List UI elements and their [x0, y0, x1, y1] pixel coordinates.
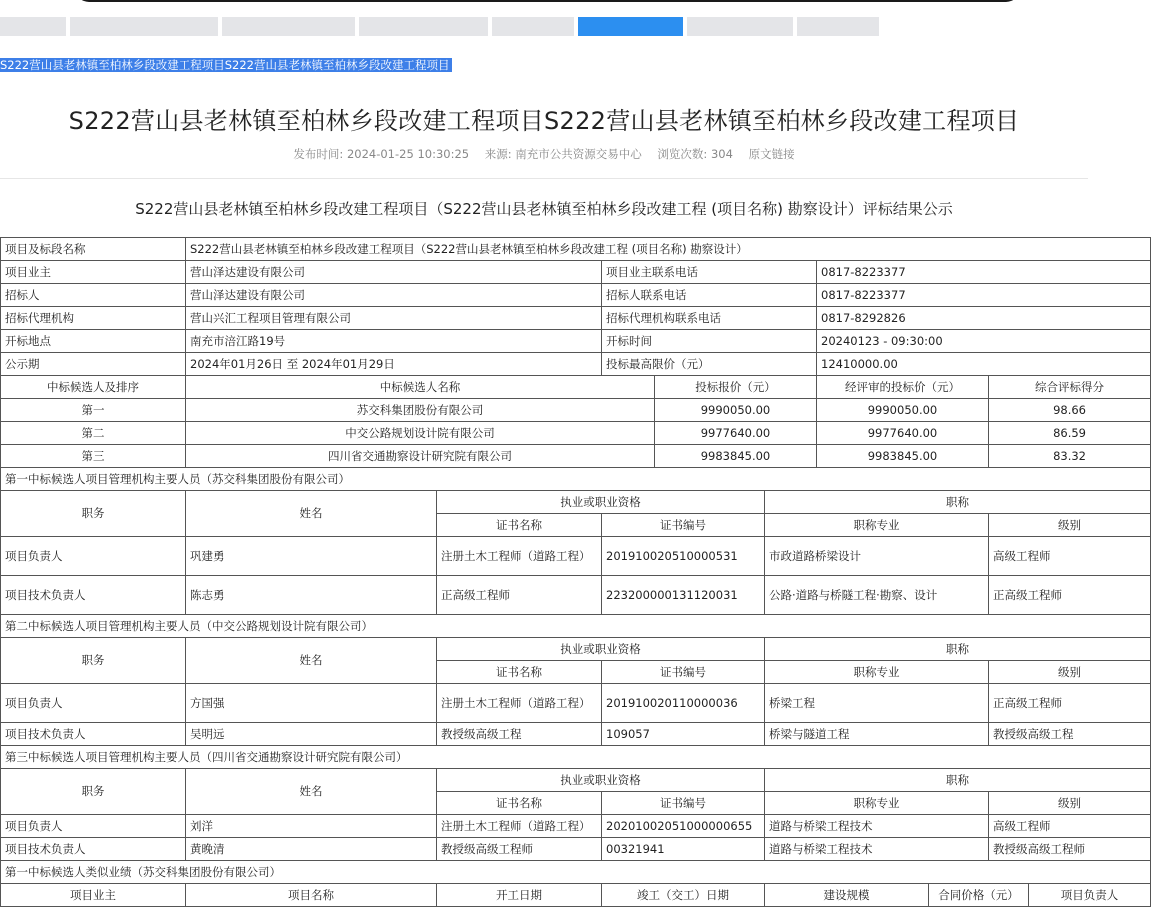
- person-name-cell: 黄晚清: [186, 838, 437, 861]
- table-header-row: [1, 376, 1151, 399]
- divider: [0, 178, 1088, 179]
- table-row: [1, 684, 1151, 723]
- original-link[interactable]: 原文链接: [748, 147, 795, 161]
- header-cell: 执业或职业资格: [437, 491, 765, 514]
- nav-tab-1[interactable]: [0, 17, 66, 36]
- nav-tab-2[interactable]: [70, 17, 218, 36]
- header-cell: 职称专业: [765, 661, 989, 684]
- value-cell: 营山泽达建设有限公司: [186, 261, 602, 284]
- header-cell: 证书名称: [437, 792, 602, 815]
- cert-no-cell: 201910020110000036: [602, 684, 765, 723]
- header-cell: 姓名: [186, 638, 437, 684]
- major-cell: 桥梁工程: [765, 684, 989, 723]
- label-cell: 公示期: [1, 353, 186, 376]
- rank-cell: 第三: [1, 445, 186, 468]
- person-name-cell: 方国强: [186, 684, 437, 723]
- level-cell: 教授级高级工程师: [989, 838, 1151, 861]
- duty-cell: 项目负责人: [1, 684, 186, 723]
- header-cell: 姓名: [186, 769, 437, 815]
- header-cell: 建设规模: [765, 884, 929, 907]
- duty-cell: 项目负责人: [1, 815, 186, 838]
- evaluated-price-cell: 9983845.00: [817, 445, 989, 468]
- cert-name-cell: 注册土木工程师（道路工程）: [437, 537, 602, 576]
- staff-header-row: [1, 769, 1151, 792]
- cert-no-cell: 223200000131120031: [602, 576, 765, 615]
- publish-time: 发布时间: 2024-01-25 10:30:25: [293, 147, 470, 161]
- cert-no-cell: 201910020510000531: [602, 537, 765, 576]
- source: 来源: 南充市公共资源交易中心: [484, 147, 642, 161]
- section-caption: 第一中标候选人类似业绩（苏交科集团股份有限公司）: [1, 861, 1151, 884]
- label-cell: 项目及标段名称: [1, 238, 186, 261]
- table-row: [1, 284, 1151, 307]
- notice-title: S222营山县老林镇至柏林乡段改建工程项目（S222营山县老林镇至柏林乡段改建工程 (项目名称) 勘察设计）评标结果公示: [135, 200, 953, 218]
- header-cell: 级别: [989, 661, 1151, 684]
- header-cell: 证书名称: [437, 661, 602, 684]
- section-caption: 第一中标候选人项目管理机构主要人员（苏交科集团股份有限公司）: [1, 468, 1151, 491]
- company-cell: 苏交科集团股份有限公司: [186, 399, 655, 422]
- value-cell: 营山兴汇工程项目管理有限公司: [186, 307, 602, 330]
- selected-title-text: S222营山县老林镇至柏林乡段改建工程项目S222营山县老林镇至柏林乡段改建工程项目: [0, 58, 450, 72]
- table-row: [1, 576, 1151, 615]
- duty-cell: 项目技术负责人: [1, 838, 186, 861]
- evaluated-price-cell: 9977640.00: [817, 422, 989, 445]
- header-cell: 投标报价（元）: [655, 376, 817, 399]
- person-name-cell: 陈志勇: [186, 576, 437, 615]
- cert-no-cell: 20201002051000000655: [602, 815, 765, 838]
- top-nav: [0, 0, 1088, 37]
- header-cell: 项目业主: [1, 884, 186, 907]
- staff-header-row: [1, 638, 1151, 661]
- section-caption-row: [1, 746, 1151, 769]
- major-cell: 道路与桥梁工程技术: [765, 815, 989, 838]
- result-table: [0, 237, 1151, 907]
- table-row: [1, 353, 1151, 376]
- person-name-cell: 巩建勇: [186, 537, 437, 576]
- table-row: [1, 399, 1151, 422]
- header-cell: 执业或职业资格: [437, 638, 765, 661]
- company-cell: 中交公路规划设计院有限公司: [186, 422, 655, 445]
- label-cell: 招标人: [1, 284, 186, 307]
- header-cell: 级别: [989, 514, 1151, 537]
- header-cell: 竣工（交工）日期: [602, 884, 765, 907]
- duty-cell: 项目负责人: [1, 537, 186, 576]
- page-title: S222营山县老林镇至柏林乡段改建工程项目S222营山县老林镇至柏林乡段改建工程项目: [68, 107, 1020, 135]
- header-cell: 职务: [1, 491, 186, 537]
- table-row: [1, 445, 1151, 468]
- header-cell: 证书编号: [602, 661, 765, 684]
- header-cell: 职称: [765, 638, 1151, 661]
- label-cell: 开标地点: [1, 330, 186, 353]
- label-cell: 项目业主联系电话: [602, 261, 817, 284]
- major-cell: 市政道路桥梁设计: [765, 537, 989, 576]
- section-caption-row: [1, 615, 1151, 638]
- label-cell: 招标人联系电话: [602, 284, 817, 307]
- label-cell: 开标时间: [602, 330, 817, 353]
- nav-tabs: [0, 17, 883, 37]
- nav-tab-5[interactable]: [492, 17, 574, 36]
- bid-price-cell: 9990050.00: [655, 399, 817, 422]
- label-cell: 投标最高限价（元）: [602, 353, 817, 376]
- table-row: [1, 330, 1151, 353]
- person-name-cell: 吴明远: [186, 723, 437, 746]
- cert-name-cell: 教授级高级工程师: [437, 838, 602, 861]
- level-cell: 正高级工程师: [989, 684, 1151, 723]
- header-cell: 合同价格（元）: [929, 884, 1029, 907]
- cert-name-cell: 注册土木工程师（道路工程）: [437, 684, 602, 723]
- header-cell: 中标候选人名称: [186, 376, 655, 399]
- label-cell: 招标代理机构: [1, 307, 186, 330]
- staff-header-row: [1, 491, 1151, 514]
- duty-cell: 项目技术负责人: [1, 576, 186, 615]
- table-row: [1, 422, 1151, 445]
- nav-tab-8[interactable]: [797, 17, 879, 36]
- header-cell: 中标候选人及排序: [1, 376, 186, 399]
- value-cell: 0817-8223377: [817, 284, 1151, 307]
- value-cell: 12410000.00: [817, 353, 1151, 376]
- company-cell: 四川省交通勘察设计研究院有限公司: [186, 445, 655, 468]
- header-cell: 职务: [1, 769, 186, 815]
- bid-price-cell: 9977640.00: [655, 422, 817, 445]
- value-cell: 20240123 - 09:30:00: [817, 330, 1151, 353]
- header-cell: 开工日期: [437, 884, 602, 907]
- nav-tab-7[interactable]: [687, 17, 793, 36]
- nav-tab-active[interactable]: [578, 17, 683, 36]
- cert-no-cell: 00321941: [602, 838, 765, 861]
- section-caption: 第二中标候选人项目管理机构主要人员（中交公路规划设计院有限公司）: [1, 615, 1151, 638]
- duty-cell: 项目技术负责人: [1, 723, 186, 746]
- table-row: [1, 838, 1151, 861]
- person-name-cell: 刘洋: [186, 815, 437, 838]
- section-caption-row: [1, 861, 1151, 884]
- view-count: 浏览次数: 304: [657, 147, 733, 161]
- header-cell: 综合评标得分: [989, 376, 1151, 399]
- level-cell: 高级工程师: [989, 537, 1151, 576]
- label-cell: 项目业主: [1, 261, 186, 284]
- table-row: [1, 723, 1151, 746]
- header-cell: 职称: [765, 769, 1151, 792]
- header-cell: 职称专业: [765, 792, 989, 815]
- header-cell: 职称专业: [765, 514, 989, 537]
- table-row: [1, 815, 1151, 838]
- device-overlay: [75, 0, 1020, 2]
- cert-name-cell: 正高级工程师: [437, 576, 602, 615]
- major-cell: 道路与桥梁工程技术: [765, 838, 989, 861]
- header-cell: 项目名称: [186, 884, 437, 907]
- major-cell: 公路·道路与桥隧工程·勘察、设计: [765, 576, 989, 615]
- value-cell: 0817-8223377: [817, 261, 1151, 284]
- level-cell: 高级工程师: [989, 815, 1151, 838]
- article-meta: [0, 146, 1088, 162]
- header-cell: 姓名: [186, 491, 437, 537]
- value-cell: 0817-8292826: [817, 307, 1151, 330]
- header-cell: 证书编号: [602, 792, 765, 815]
- cert-no-cell: 109057: [602, 723, 765, 746]
- nav-tab-3[interactable]: [222, 17, 355, 36]
- table-row: [1, 307, 1151, 330]
- value-cell: 南充市涪江路19号: [186, 330, 602, 353]
- header-cell: 级别: [989, 792, 1151, 815]
- section-caption: 第三中标候选人项目管理机构主要人员（四川省交通勘察设计研究院有限公司）: [1, 746, 1151, 769]
- label-cell: 招标代理机构联系电话: [602, 307, 817, 330]
- table-row: [1, 537, 1151, 576]
- score-cell: 86.59: [989, 422, 1151, 445]
- cert-name-cell: 教授级高级工程: [437, 723, 602, 746]
- bid-price-cell: 9983845.00: [655, 445, 817, 468]
- major-cell: 桥梁与隧道工程: [765, 723, 989, 746]
- table-row: [1, 261, 1151, 284]
- level-cell: 正高级工程师: [989, 576, 1151, 615]
- header-cell: 职务: [1, 638, 186, 684]
- value-cell: S222营山县老林镇至柏林乡段改建工程项目（S222营山县老林镇至柏林乡段改建工程 (项目名称) 勘察设计）: [186, 238, 1151, 261]
- header-cell: 职称: [765, 491, 1151, 514]
- value-cell: 营山泽达建设有限公司: [186, 284, 602, 307]
- perf-header-row: [1, 884, 1151, 907]
- rank-cell: 第一: [1, 399, 186, 422]
- rank-cell: 第二: [1, 422, 186, 445]
- level-cell: 教授级高级工程: [989, 723, 1151, 746]
- value-cell: 2024年01月26日 至 2024年01月29日: [186, 353, 602, 376]
- score-cell: 83.32: [989, 445, 1151, 468]
- score-cell: 98.66: [989, 399, 1151, 422]
- nav-tab-4[interactable]: [359, 17, 488, 36]
- table-row: [1, 238, 1151, 261]
- header-cell: 经评审的投标价（元）: [817, 376, 989, 399]
- header-cell: 执业或职业资格: [437, 769, 765, 792]
- header-cell: 项目负责人: [1029, 884, 1151, 907]
- evaluated-price-cell: 9990050.00: [817, 399, 989, 422]
- header-cell: 证书编号: [602, 514, 765, 537]
- header-cell: 证书名称: [437, 514, 602, 537]
- section-caption-row: [1, 468, 1151, 491]
- cert-name-cell: 注册土木工程师（道路工程）: [437, 815, 602, 838]
